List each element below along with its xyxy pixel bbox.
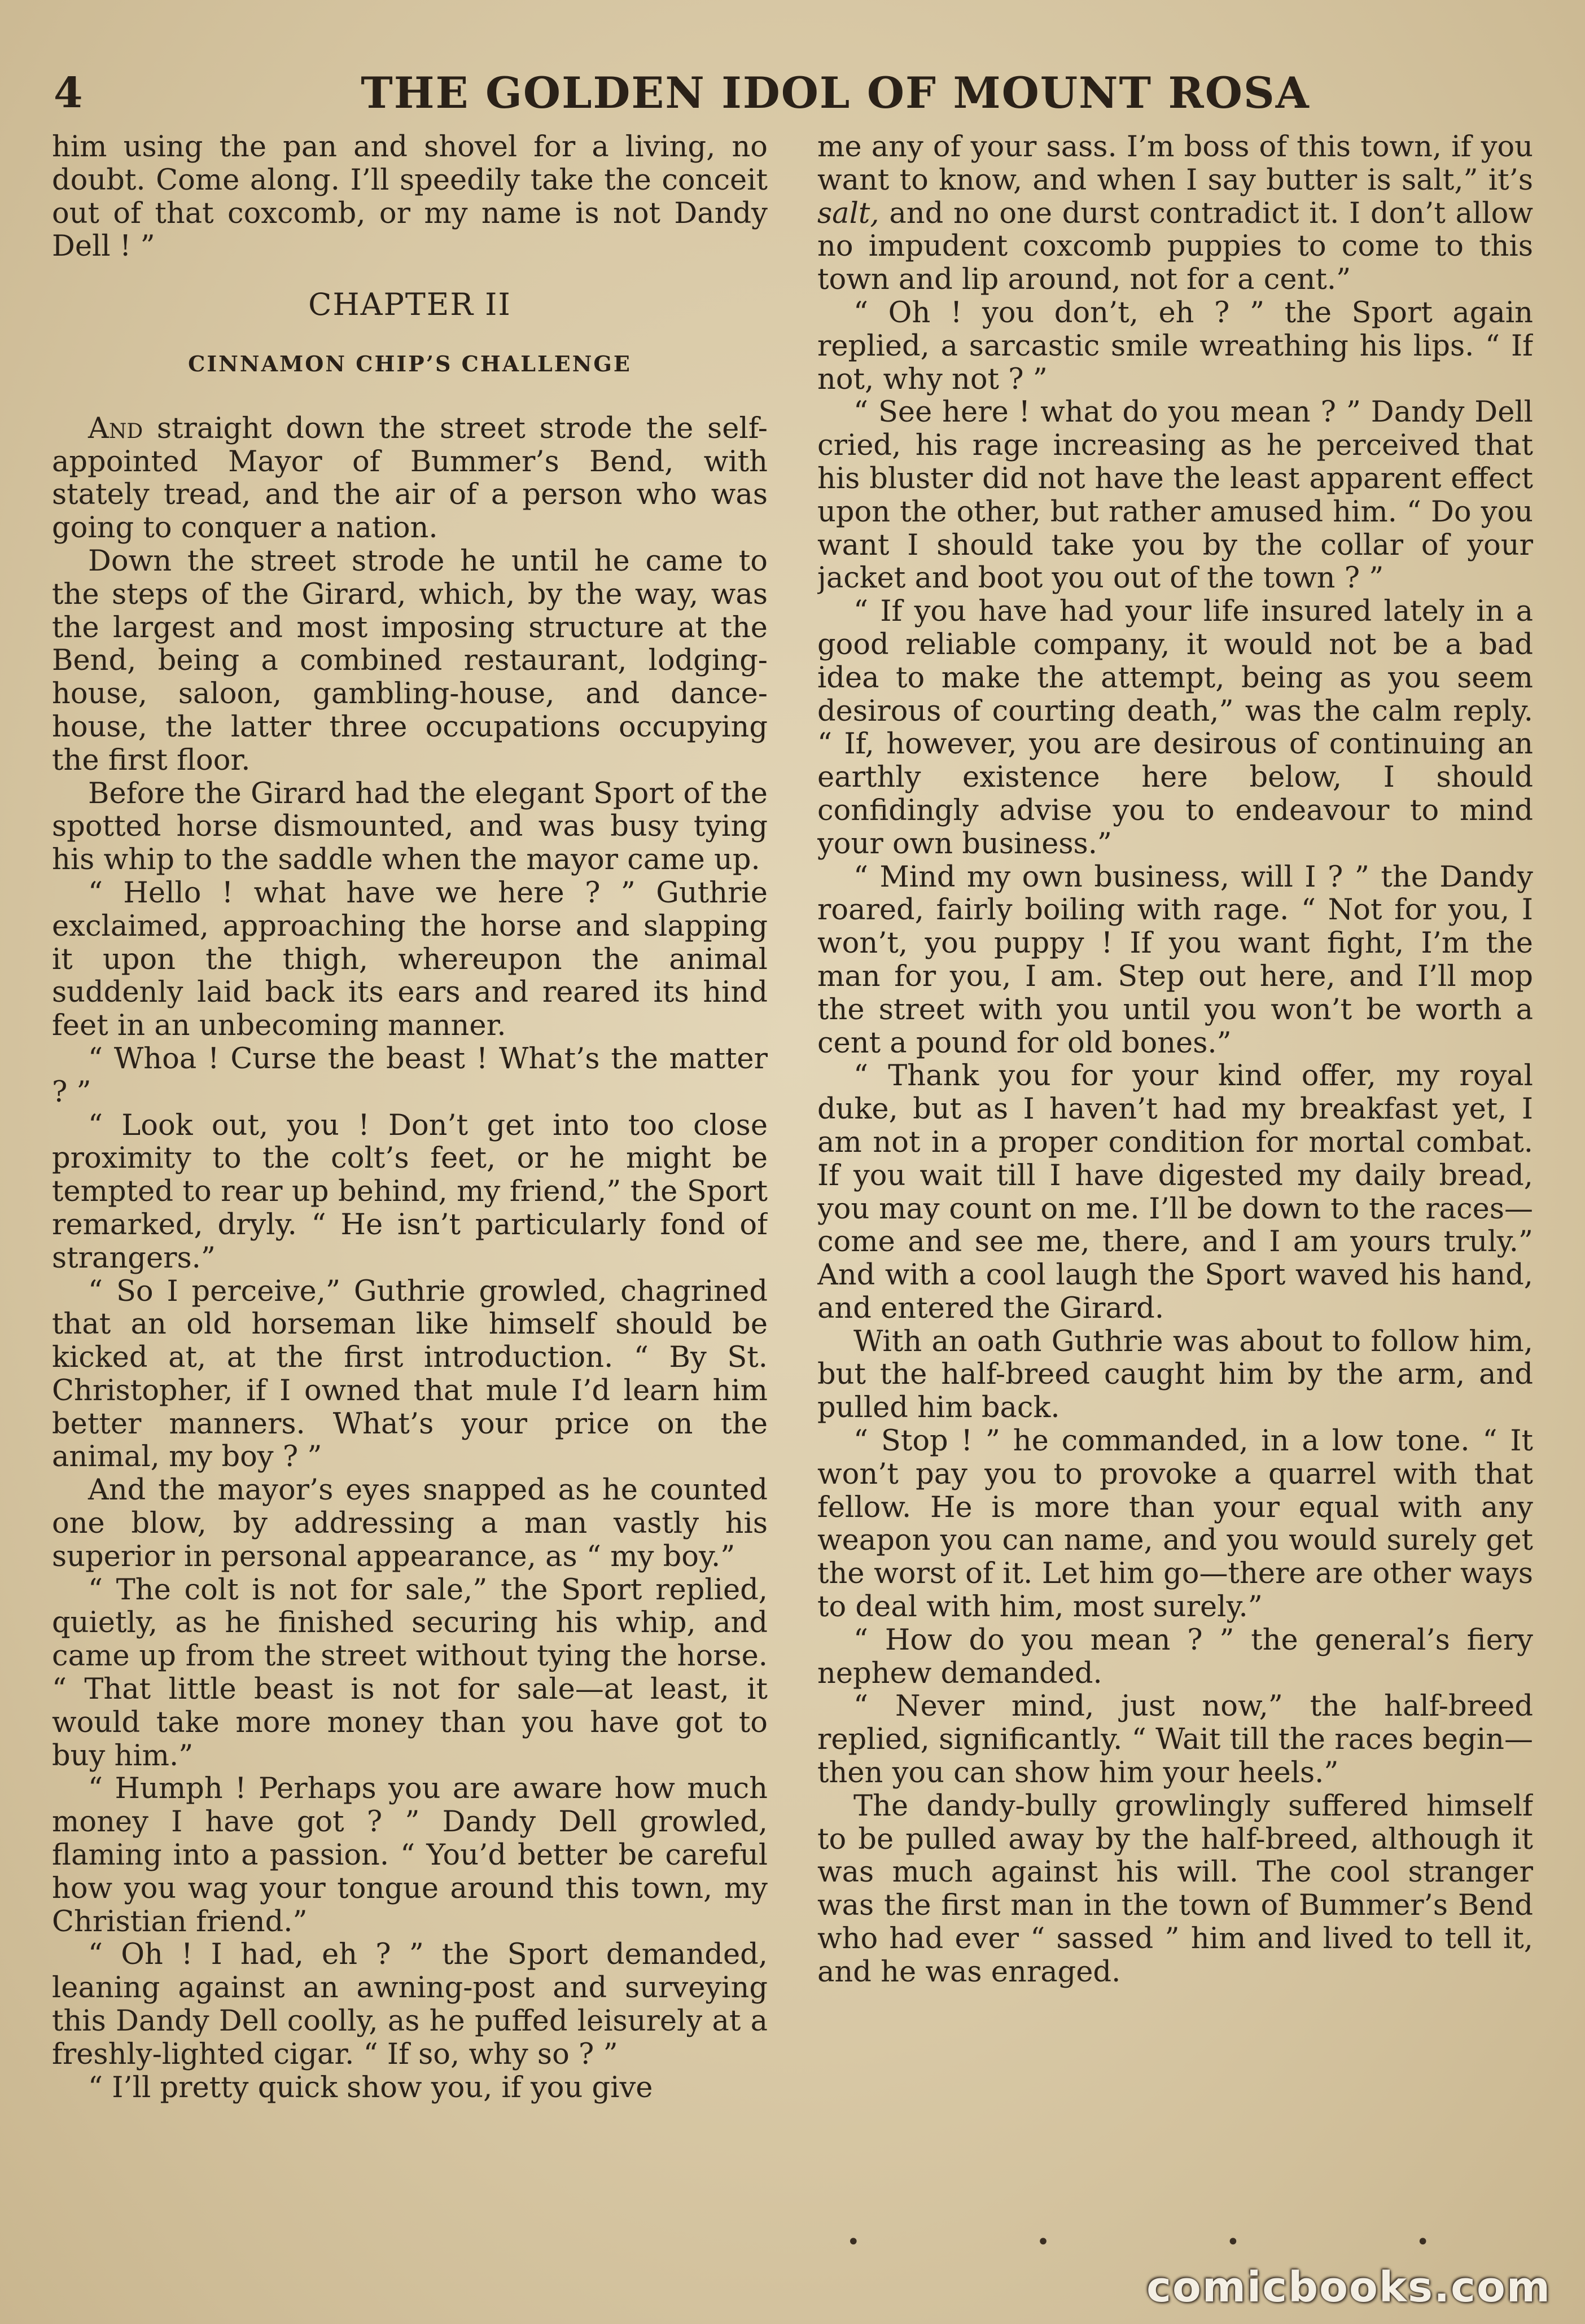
paragraph: “ Humph ! Perhaps you are aware how much money I have got ? ” Dandy Dell growled, flaming into a passion. “ You’d better be careful how you wag your tongue around this town, my Christian friend.” (52, 1772, 768, 1939)
paragraph: “ The colt is not for sale,” the Sport replied, quietly, as he finished securing his whip, and came up from the street without tying the horse. “ That little beast is not for sale—at least, it would take more money than you have got to buy him.” (52, 1573, 768, 1773)
chapter-heading: CHAPTER II (308, 287, 511, 323)
right-column (817, 131, 1533, 2230)
paragraph: “ See here ! what do you mean ? ” Dandy Dell cried, his rage increasing as he perceived that his bluster did not have the least apparent effect upon the other, but rather amused him. “ Do you want I should take you by the collar of your jacket and boot you out of the town ? ” (817, 396, 1533, 595)
paragraph: “ Thank you for your kind offer, my royal duke, but as I haven’t had my breakfast yet, I am not in a proper condition for mortal combat. If you wait till I have digested my daily bread, you may count on me. I’ll be down to the races—come and see me, there, and I am yours truly.” And with a cool laugh the Sport waved his hand, and entered the Girard. (817, 1059, 1533, 1325)
paragraph: Before the Girard had the elegant Sport of the spotted horse dismounted, and was busy tying his whip to the saddle when the mayor came up. (52, 777, 768, 877)
continued-text: and no one durst contradict it. I don’t allow no impudent coxcomb puppies to come to this town and lip around, not for a cent.” (817, 196, 1533, 297)
paragraph: “ How do you mean ? ” the general’s fiery nephew demanded. (817, 1623, 1533, 1690)
paragraph: “ Never mind, just now,” the half-breed replied, significantly. “ Wait till the races begin—then you can show him your heels.” (817, 1690, 1533, 1790)
continued-paragraph (817, 131, 1533, 297)
paragraph: The dandy-bully growlingly suffered himself to be pulled away by the half-breed, although it was much against his will. The cool stranger was the first man in the town of Bummer’s Bend who had ever “ sassed ” him and lived to tell it, and he was enraged. (817, 1789, 1533, 1989)
paragraph: “ Whoa ! Curse the beast ! What’s the matter ? ” (52, 1042, 768, 1109)
chapter-title: CINNAMON CHIP’S CHALLENGE (188, 350, 632, 376)
continued-paragraph: him using the pan and shovel for a living, no doubt. Come along. I’ll speedily take the conceit out of that coxcomb, or my name is not Dandy Dell ! ” (52, 131, 768, 264)
paragraph: “ Mind my own business, will I ? ” the Dandy roared, fairly boiling with rage. “ Not for you, I won’t, you puppy ! If you want fight, I’m the man for you, I am. Step out here, and I’ll mop the street with you until you won’t be worth a cent a pound for old bones.” (817, 860, 1533, 1060)
page-header (54, 62, 1533, 124)
paragraph: “ Look out, you ! Don’t get into too close proximity to the colt’s feet, or he might be tempted to rear up behind, my friend,” the Sport remarked, dryly. “ He isn’t particularly fond of strangers.” (52, 1108, 768, 1275)
paragraph: “ So I perceive,” Guthrie growled, chagrined that an old horseman like himself should be kicked at, at the first introduction. “ By St. Christopher, if I owned that mule I’d learn him better manners. What’s your price on the animal, my boy ? ” (52, 1274, 768, 1474)
paragraph: “ If you have had your life insured lately in a good reliable company, it would not be a bad idea to make the attempt, being as you seem desirous of courting death,” was the calm reply. “ If, however, you are desirous of continuing an earthly existence here below, I should confidingly advise you to endeavour to mind your own business.” (817, 595, 1533, 861)
paragraph: “ Oh ! I had, eh ? ” the Sport demanded, leaning against an awning-post and surveying this Dandy Dell coolly, as he puffed leisurely at a freshly-lighted cigar. “ If so, why so ? ” (52, 1938, 768, 2071)
paragraph: Down the street strode he until he came to the steps of the Girard, which, by the way, was the largest and most imposing structure at the Bend, being a combined restaurant, lodging-house, saloon, gambling-house, and dance-house, the latter three occupations occupying the first floor. (52, 544, 768, 777)
running-title: THE GOLDEN IDOL OF MOUNT ROSA (361, 68, 1310, 118)
chapter-first-paragraph-text: straight down the street strode the self-appointed Mayor of Bummer’s Bend, with stately tread, and the air of a person who was going to conquer a nation. (52, 411, 768, 545)
continued-text: me any of your sass. I’m boss of this town, if you want to know, and when I say butter is salt,” it’s (817, 131, 1533, 197)
paragraph: “ I’ll pretty quick show you, if you give (88, 2071, 653, 2104)
left-column (52, 131, 768, 2230)
section-break-dots: • • • • (847, 2229, 1514, 2255)
paragraph: With an oath Guthrie was about to follow him, but the half-breed caught him by the arm, and pulled him back. (817, 1325, 1533, 1425)
watermark: comicbooks.com (1146, 2263, 1551, 2312)
paragraph: And the mayor’s eyes snapped as he counted one blow, by addressing a man vastly his superior in personal appearance, as “ my boy.” (52, 1474, 768, 1573)
page-number: 4 (54, 69, 83, 117)
italic-word: salt, (817, 196, 879, 230)
chapter-first-word: And (88, 411, 143, 445)
paragraph: “ Hello ! what have we here ? ” Guthrie exclaimed, approaching the horse and slapping it upon the thigh, whereupon the animal suddenly laid back its ears and reared its hind feet in an unbecoming manner. (52, 876, 768, 1043)
paragraph: “ Oh ! you don’t, eh ? ” the Sport again replied, a sarcastic smile wreathing his lips. “ If not, why not ? ” (817, 296, 1533, 396)
paragraph: “ Stop ! ” he commanded, in a low tone. “ It won’t pay you to provoke a quarrel with that fellow. He is more than your equal with any weapon you can name, and you would surely get the worst of it. Let him go—there are other ways to deal with him, most surely.” (817, 1424, 1533, 1624)
chapter-first-paragraph (52, 413, 768, 545)
